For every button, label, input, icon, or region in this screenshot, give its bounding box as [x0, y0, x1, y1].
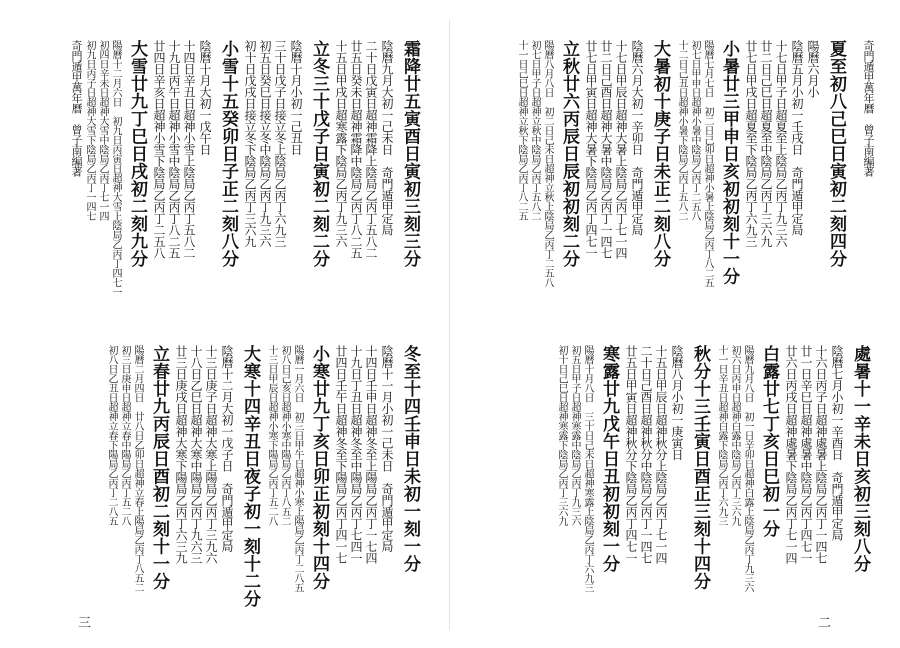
ju-entry-line: 廿一日辛巳日超神處暑中陰局乙丙丁四七一 — [799, 345, 813, 564]
ju-entry-line: 十七日甲子日超夏至上陰局乙丙丁九三六 — [774, 40, 788, 247]
ju-entry-line: 陽曆九月八日 初一日辛卯日超神白露上陰局乙丙丁九三六 — [742, 345, 753, 592]
ju-entry-line: 陽曆八月八日 初二日己未日超神立秋上陰局乙丙丁二五八 — [542, 40, 553, 287]
ju-entry-line: 廿四日壬午日超神冬至下陽局乙丙丁四一七 — [334, 345, 348, 564]
solar-term-heading: 秋分十三壬寅日酉正三刻十四分 — [690, 345, 710, 590]
ju-entry-line: 初四日辛未日超神大雪中陰局乙丙丁七一四 — [97, 40, 108, 221]
lunar-month-line: 陰曆六月大初一辛卯日 奇門遁甲定局 — [630, 40, 644, 236]
solar-term-heading: 處暑十一辛未日亥初三刻八分 — [850, 345, 870, 573]
right-bottom-section — [505, 345, 875, 630]
solar-term-heading: 大寒十四辛丑日夜子初一刻十二分 — [240, 345, 260, 608]
ju-entry-line: 初三日庚申日超神立春中陽局乙丙丁五二八 — [119, 345, 130, 526]
solar-term-heading: 立冬三十戊子日寅初二刻二分 — [309, 40, 329, 268]
right-top-section — [505, 40, 875, 325]
solar-term-heading: 大暑初十庚子日未正二刻八分 — [650, 40, 670, 268]
ju-entry-line: 廿五日甲寅日超神秋分下陰局乙丙丁四七一 — [624, 345, 638, 564]
left-bottom-section — [55, 345, 425, 630]
lunar-month-line: 陰曆七月小初一辛酉日 奇門遁甲定局 — [830, 345, 844, 541]
solar-term-heading: 大雪廿九丁巳日戌初二刻九分 — [127, 40, 147, 268]
ju-entry-line: 初六日丙申日超神白露中陰局乙丙丁三六九 — [729, 345, 740, 526]
ju-entry-line: 十九日丁丑日超神冬至中陽局乙丙丁七四一 — [349, 345, 363, 564]
lunar-month-line: 陽曆六月小 — [806, 40, 820, 98]
ju-entry-line: 二十日戊寅日超神霜降上陰局乙丙丁五八二 — [364, 40, 378, 259]
ju-entry-line: 陽曆十二月六日 初九日丙寅日超神大雪上陰局乙丙丁四七一 — [110, 40, 121, 297]
ju-entry-line: 十三日甲辰日超神小寒下陽局乙丙丁五二八 — [266, 345, 277, 526]
lunar-month-line: 陰曆十一月小初一己未日 奇門遁甲定局 — [380, 345, 394, 552]
left-top-columns — [59, 40, 425, 325]
right-top-columns — [515, 40, 875, 325]
running-header: 奇門遁甲萬年曆 曾子南編著 — [70, 40, 83, 177]
ju-entry-line: 初八日乙丑日超神立春下陽局乙丙丁二八五 — [106, 345, 117, 526]
ju-entry-line: 陽曆十月八日 三十日己未日超神寒露上陰局乙丙丁六九三 — [582, 345, 593, 592]
ju-entry-line: 初十日戊戌日接立冬下陰局乙丙丁三六九 — [243, 40, 257, 247]
ju-entry-line: 二十日己酉日超神秋分中陰局乙丙丁一四七 — [639, 345, 653, 564]
ju-entry-line: 初七日甲申日超神小暑中陰局乙丙丁二五八 — [689, 40, 700, 221]
ju-entry-line: 十九日丙午日超神小雪中陰局乙丙丁八二五 — [167, 40, 181, 259]
right-page — [450, 0, 900, 648]
solar-term-heading: 小雪十五癸卯日子正二刻八分 — [218, 40, 238, 268]
ju-entry-line: 十五日甲辰日超神秋分上陰局乙丙丁七一四 — [654, 345, 668, 564]
page-number-left: 三 — [78, 616, 92, 631]
ju-entry-line: 廿二日己巳日超夏至中陰局乙丙丁三六九 — [759, 40, 773, 247]
ju-entry-line: 廿六日丙戌日超神處暑下陰局乙丙丁七一四 — [784, 345, 798, 564]
solar-term-heading: 霜降廿五寅酉日寅初三刻三分 — [400, 40, 420, 268]
lunar-month-line: 陰曆八月小初一庚寅日 — [670, 345, 684, 460]
ju-entry-line: 廿三日庚戌日超神大寒下陽局乙丙丁六三九 — [174, 345, 188, 564]
solar-term-heading: 夏至初八己巳日寅初二刻四分 — [826, 40, 846, 268]
ju-entry-line: 廿五日癸未日超神霜降中陰局乙丙丁八二五 — [349, 40, 363, 259]
ju-entry-line: 十六日丙子日超神處暑上陰局乙丙丁一四七 — [814, 345, 828, 564]
ju-entry-line: 初五日甲子日超神寒露中陰局乙丙丁九三六 — [569, 345, 580, 526]
ju-entry-line: 初八日己亥日超神小寒中陽局乙丙丁八五二 — [279, 345, 290, 526]
ju-entry-line: 十一日己巳日超神立秋下陰局乙丙丁八二五 — [516, 40, 527, 221]
solar-term-heading: 立春廿九丙辰日酉初二刻十一分 — [149, 345, 169, 590]
ju-entry-line: 廿二日己酉日超神大暑中陰局乙丙丁一四七 — [599, 40, 613, 259]
ju-entry-line: 初七日甲子日超神立秋中陰局乙丙丁五八二 — [529, 40, 540, 221]
lunar-month-line: 陰曆九月大初一己未日 奇門遁甲定局 — [380, 40, 394, 236]
solar-term-heading: 小寒廿九丁亥日卯正初刻十四分 — [309, 345, 329, 590]
ju-entry-line: 十七日甲辰日超神大暑上陰局乙丙丁七一四 — [614, 40, 628, 259]
running-header: 奇門遁甲萬年曆 曾子南編著 — [862, 40, 875, 177]
solar-term-heading: 立秋廿六丙辰日辰初初刻二分 — [559, 40, 579, 268]
ju-entry-line: 初九日丙子日超神大雪下陰局乙丙丁一四七 — [84, 40, 95, 221]
ju-entry-line: 廿七日甲戌日超夏至下陰局乙丙丁六九三 — [744, 40, 758, 247]
ju-entry-line: 陽曆一月六日 初三日甲午日超神小寒上陽局乙丙丁二八五 — [292, 345, 303, 592]
right-bottom-columns — [555, 345, 875, 630]
ju-entry-line: 初十日己巳日超神寒露下陰局乙丙丁三六九 — [556, 345, 567, 526]
ju-entry-line: 初五日癸巳日接立冬中陰局乙丙丁九三六 — [258, 40, 272, 247]
solar-term-heading: 冬至十四壬申日未初一刻一分 — [400, 345, 420, 573]
left-bottom-columns — [105, 345, 425, 630]
lunar-month-line: 陰曆五月小初一壬戌日 奇門遁甲定局 — [790, 40, 804, 236]
lunar-month-line: 陰曆十二月大初一戊子日 奇門遁甲定局 — [220, 345, 234, 552]
lunar-month-line: 陰曆十月小初一己丑日 — [289, 40, 303, 155]
ju-entry-line: 廿四日辛亥日超神小雪下陰局乙丙丁二五八 — [152, 40, 166, 259]
ju-entry-line: 十一日辛丑日超神白露下陰局乙丙丁六九三 — [716, 345, 727, 526]
ju-entry-line: 十三日庚子日超神大寒上陽局乙丙丁三九六 — [204, 345, 218, 564]
ju-entry-line: 十四日辛丑日超神小雪上陰局乙丙丁五八二 — [182, 40, 196, 259]
ju-entry-line: 十八日乙巳日超神大寒中陽局乙丙丁九六三 — [189, 345, 203, 564]
ju-entry-line: 廿七日甲寅日超神大暑下陰局乙丙丁四七一 — [584, 40, 598, 259]
solar-term-heading: 白露廿七丁亥日巳初一分 — [759, 345, 779, 538]
solar-term-heading: 小暑廿三甲申日亥初初刻十一分 — [719, 40, 739, 285]
left-top-section — [55, 40, 425, 325]
solar-term-heading: 寒露廿九戊午日丑初初刻一分 — [599, 345, 619, 573]
ju-entry-line: 陽曆二月四日 廿八日乙卯日超神立春上陽局乙丙丁八五二 — [132, 345, 143, 592]
lunar-month-line: 陰曆十月大初一戊午日 — [198, 40, 212, 155]
ju-entry-line: 三十日戊子日接立冬上陰局乙丙丁六九三 — [273, 40, 287, 247]
ju-entry-line: 十二日己丑日超神小暑下陰局乙丙丁五八二 — [676, 40, 687, 221]
page-number-right: 二 — [818, 616, 832, 631]
ju-entry-line: 十四日壬申日超神冬至上陽局乙丙丁一七四 — [364, 345, 378, 564]
ju-entry-line: 陽曆七月七日 初二日己卯日超神小暑上陰局乙丙丁八二五 — [702, 40, 713, 287]
ju-entry-line: 十五日甲戌日超寒露下陰局乙丙丁九三六 — [334, 40, 348, 247]
